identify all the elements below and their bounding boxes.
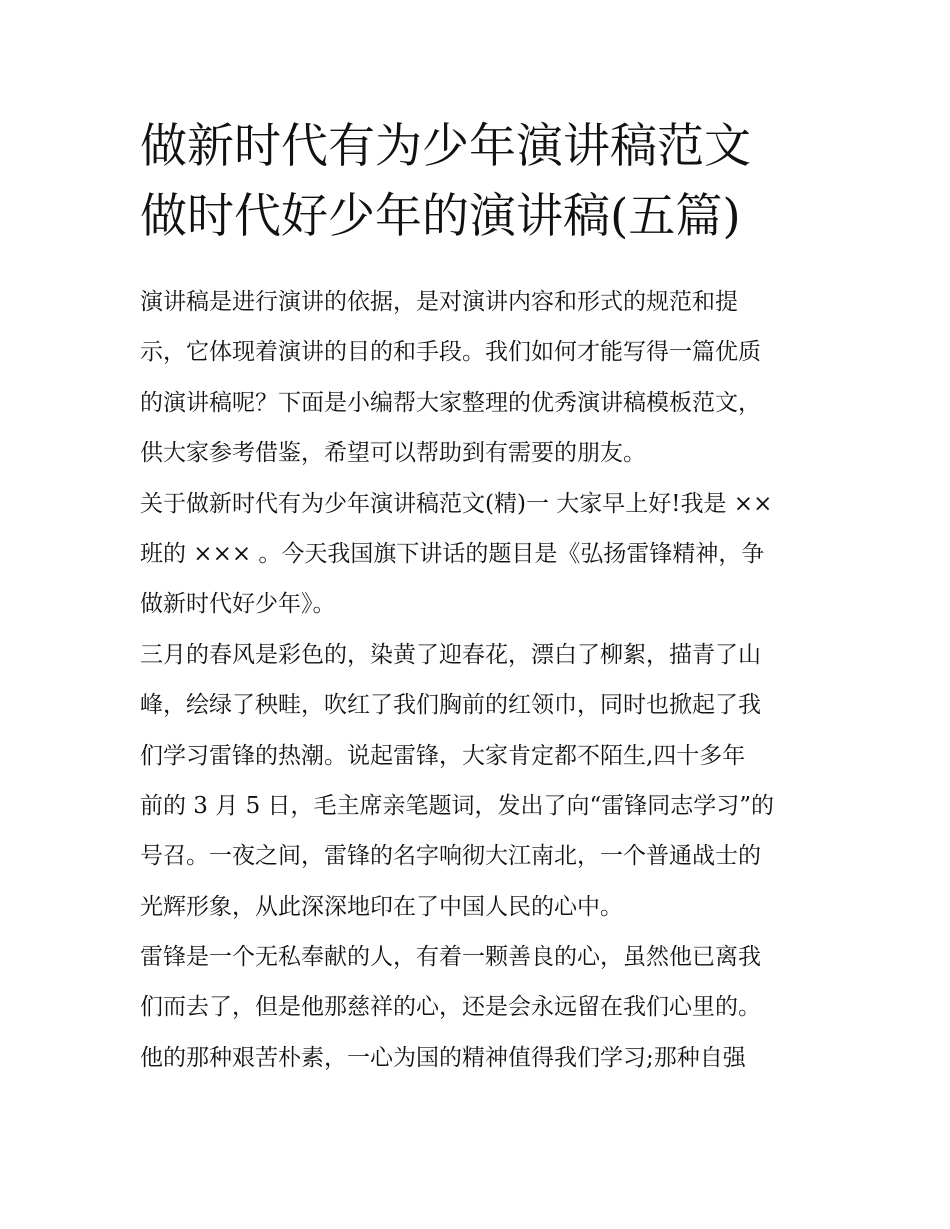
intro-paragraph <box>140 284 830 486</box>
title-line-1: 做新时代有为少年演讲稿范文 <box>140 119 751 174</box>
text-line: 的演讲稿呢？下面是小编帮大家整理的优秀演讲稿模板范文， <box>140 389 761 416</box>
spring-paragraph <box>140 637 830 939</box>
text-line: 他的那种艰苦朴素，一心为国的精神值得我们学习;那种自强 <box>140 1044 746 1071</box>
document-title <box>140 112 840 252</box>
greeting-paragraph <box>140 486 830 637</box>
text-line: 雷锋是一个无私奉献的人，有着一颗善良的心，虽然他已离我 <box>140 944 761 971</box>
text-line: 光辉形象，从此深深地印在了中国人民的心中。 <box>140 893 623 920</box>
text-line: 班的 ××× 。今天我国旗下讲话的题目是《弘扬雷锋精神，争 <box>140 540 765 567</box>
text-line: 供大家参考借鉴，希望可以帮助到有需要的朋友。 <box>140 440 646 467</box>
text-line: 演讲稿是进行演讲的依据，是对演讲内容和形式的规范和提 <box>140 289 738 315</box>
text-line: 三月的春风是彩色的，染黄了迎春花，漂白了柳絮，描青了山 <box>140 641 761 668</box>
leifeng-paragraph <box>140 939 830 1090</box>
document-body <box>140 284 830 1090</box>
text-line: 峰，绘绿了秧畦，吹红了我们胸前的红领巾，同时也掀起了我 <box>140 692 761 719</box>
text-line: 们而去了，但是他那慈祥的心，还是会永远留在我们心里的。 <box>140 994 761 1021</box>
text-line: 示，它体现着演讲的目的和手段。我们如何才能写得一篇优质 <box>140 339 761 366</box>
title-line-2: 做时代好少年的演讲稿(五篇) <box>140 189 741 244</box>
text-line: 做新时代好少年》。 <box>140 591 336 618</box>
text-line: 关于做新时代有为少年演讲稿范文(精)一 大家早上好!我是 ×× <box>140 490 773 517</box>
text-line: 们学习雷锋的热潮。说起雷锋，大家肯定都不陌生,四十多年 <box>140 742 746 769</box>
text-line: 号召。一夜之间，雷锋的名字响彻大江南北，一个普通战士的 <box>140 843 761 870</box>
text-line: 前的 3 月 5 日，毛主席亲笔题词，发出了向“雷锋同志学习”的 <box>140 792 775 819</box>
